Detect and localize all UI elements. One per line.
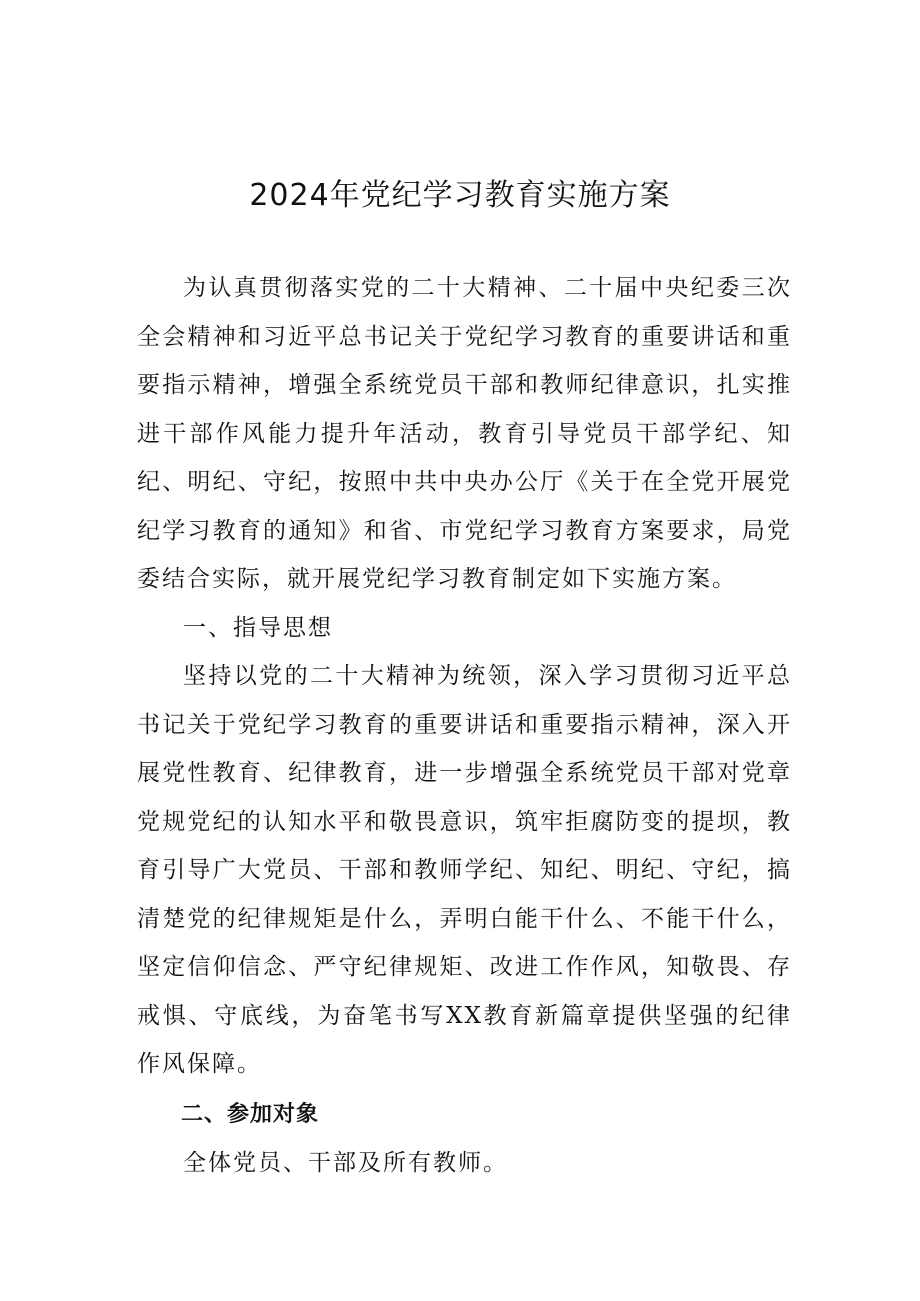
participants-paragraph: 全体党员、干部及所有教师。 [183, 1150, 508, 1176]
document-body [137, 264, 792, 1188]
section-heading-guiding-ideology: 一、指导思想 [183, 614, 333, 641]
section-heading-participants: 二、参加对象 [181, 1101, 320, 1127]
document-title: 2024年党纪学习教育实施方案 [249, 178, 671, 213]
intro-paragraph: 为认真贯彻落实党的二十大精神、二十届中央纪委三次全会精神和习近平总书记关于党纪学习教育的重要讲话和重要指示精神，增强全系统党员干部和教师纪律意识，扎实推进干部作风能力提升年活动，教育引导党员干部学纪、知纪、明纪、守纪，按照中共中央办公厅《关于在全党开展党纪学习教育的通知》和省、市党纪学习教育方案要求，局党委结合实际，就开展党纪学习教育制定如下实施方案。 [137, 275, 792, 592]
guiding-ideology-paragraph: 坚持以党的二十大精神为统领，深入学习贯彻习近平总书记关于党纪学习教育的重要讲话和重要指示精神，深入开展党性教育、纪律教育，进一步增强全系统党员干部对党章党规党纪的认知水平和敬畏意识，筑牢拒腐防变的提坝，教育引导广大党员、干部和教师学纪、知纪、明纪、守纪，搞清楚党的纪律规矩是什么，弄明白能干什么、不能干什么，坚定信仰信念、严守纪律规矩、改进工作作风，知敬畏、存戒惧、守底线，为奋笔书写XX教育新篇章提供坚强的纪律作风保障。 [137, 663, 792, 1077]
